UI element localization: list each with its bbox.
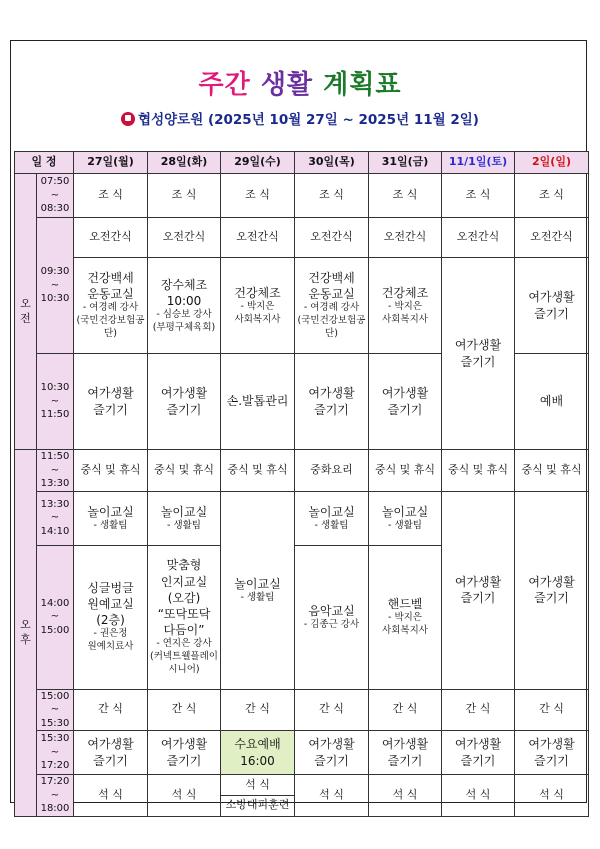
cell-fri-late-am: 여가생활 즐기기 <box>369 354 442 450</box>
time-cell: 13:30 ~ 14:10 <box>37 491 74 545</box>
cell-sat-dinner: 석 식 <box>442 775 515 817</box>
cell-wed-worship: 수요예배 16:00 <box>221 731 295 775</box>
header-row <box>15 152 589 174</box>
cell-sat-pm-leisure: 여가생활 즐기기 <box>442 491 515 689</box>
cell-fri-lunch: 중식 및 휴식 <box>369 450 442 492</box>
cell-thu-pm1 <box>295 491 369 545</box>
program-title: 음악교실 <box>308 603 355 618</box>
program-teacher: - 권은정 원예치료사 <box>87 628 134 653</box>
cell-wed-am-program <box>221 258 295 354</box>
cell-mon-am-program <box>74 258 148 354</box>
cell-wed-lunch: 중식 및 휴식 <box>221 450 295 492</box>
cell-thu-pm-snack: 간 식 <box>295 689 369 731</box>
program-teacher: - 생활팀 <box>167 519 201 531</box>
cell-fri-am-snack: 오전간식 <box>369 218 442 258</box>
cell-fri-evening: 여가생활 즐기기 <box>369 731 442 775</box>
org-logo-icon <box>121 112 135 126</box>
program-teacher: - 박지은 사회복지사 <box>382 300 428 325</box>
cell-wed-pm-snack: 간 식 <box>221 689 295 731</box>
program-teacher: - 연지은 강사 (커넥트웰플레이 시니어) <box>150 638 218 675</box>
title-word-1: 주간 <box>198 70 251 100</box>
cell-mon-pm2 <box>74 545 148 689</box>
period-am: 오 전 <box>15 174 37 450</box>
cell-thu-dinner: 석 식 <box>295 775 369 817</box>
time-cell: 10:30 ~ 11:50 <box>37 354 74 450</box>
cell-thu-evening: 여가생활 즐기기 <box>295 731 369 775</box>
day-header-mon: 27일(월) <box>74 152 148 174</box>
cell-fri-pm-snack: 간 식 <box>369 689 442 731</box>
time-cell: 15:30 ~ 17:20 <box>37 731 74 775</box>
cell-sat-am-snack: 오전간식 <box>442 218 515 258</box>
program-teacher: - 박지은 사회복지사 <box>382 612 428 637</box>
cell-mon-dinner: 석 식 <box>74 775 148 817</box>
time-cell: 14:00 ~ 15:00 <box>37 545 74 689</box>
title-word-2: 생활 <box>260 70 314 100</box>
program-org: (국민건강보험공단) <box>76 315 145 340</box>
cell-tue-lunch: 중식 및 휴식 <box>148 450 221 492</box>
cell-mon-pm1 <box>74 491 148 545</box>
cell-tue-breakfast: 조 식 <box>148 174 221 218</box>
day-header-tue: 28일(화) <box>148 152 221 174</box>
time-cell: 17:20 ~ 18:00 <box>37 775 74 817</box>
page-title <box>0 64 600 101</box>
program-title: 건강체조 <box>234 285 281 300</box>
cell-tue-evening: 여가생활 즐기기 <box>148 731 221 775</box>
row-evening-leisure <box>15 731 589 775</box>
date-header: 일 정 <box>15 152 74 174</box>
day-header-fri: 31일(금) <box>369 152 442 174</box>
cell-mon-evening: 여가생활 즐기기 <box>74 731 148 775</box>
program-org: (국민건강보험공단) <box>297 315 366 340</box>
date-range: (2025년 10월 27일 ~ 2025년 11월 2일) <box>207 112 479 128</box>
cell-wed-dinner <box>221 775 295 817</box>
program-teacher: - 김종근 강사 <box>303 618 360 630</box>
program-teacher: - 생활팀 <box>240 591 275 603</box>
program-teacher: - 여경례 강사 <box>303 302 360 314</box>
title-word-3: 계획표 <box>323 70 402 100</box>
cell-wed-breakfast: 조 식 <box>221 174 295 218</box>
cell-fri-breakfast: 조 식 <box>369 174 442 218</box>
cell-sat-pm-snack: 간 식 <box>442 689 515 731</box>
program-teacher: - 심승보 강사 <box>156 308 212 320</box>
row-pm-snack <box>15 689 589 731</box>
cell-wed-late-am: 손.발톱관리 <box>221 354 295 450</box>
program-title: 건강백세 운동교실 <box>87 271 134 302</box>
day-header-wed: 29일(수) <box>221 152 295 174</box>
cell-mon-am-snack: 오전간식 <box>74 218 148 258</box>
cell-thu-breakfast: 조 식 <box>295 174 369 218</box>
program-title: 맞춤형 인지교실 (오감) “또닥또닥 다듬이” <box>157 558 211 638</box>
cell-tue-pm2 <box>148 545 221 689</box>
cell-sun-lunch: 중식 및 휴식 <box>515 450 589 492</box>
program-title: 장수체조 10:00 <box>160 277 208 308</box>
cell-mon-lunch: 중식 및 휴식 <box>74 450 148 492</box>
cell-tue-pm1 <box>148 491 221 545</box>
program-title: 싱글벙글 원예교실 (2층) <box>87 580 134 628</box>
cell-sun-am-leisure: 여가생활 즐기기 <box>515 258 589 354</box>
period-pm: 오 후 <box>15 450 37 817</box>
cell-mon-late-am: 여가생활 즐기기 <box>74 354 148 450</box>
program-title: 놀이교실 <box>308 504 355 519</box>
row-lunch <box>15 450 589 492</box>
cell-sun-am-snack: 오전간식 <box>515 218 589 258</box>
cell-wed-pm <box>221 491 295 689</box>
time-cell: 15:00 ~ 15:30 <box>37 689 74 731</box>
program-org: (부평구체육회) <box>152 321 216 333</box>
cell-sun-dinner: 석 식 <box>515 775 589 817</box>
cell-thu-am-program <box>295 258 369 354</box>
program-title: 건강백세 운동교실 <box>308 271 355 302</box>
row-am-program <box>15 258 589 354</box>
day-header-sat: 11/1일(토) <box>442 152 515 174</box>
program-title: 놀이교실 <box>381 504 429 519</box>
cell-tue-dinner: 석 식 <box>148 775 221 817</box>
cell-thu-late-am: 여가생활 즐기기 <box>295 354 369 450</box>
time-cell: 11:50 ~ 13:30 <box>37 450 74 492</box>
time-cell: 07:50 ~ 08:30 <box>37 174 74 218</box>
cell-fri-pm2 <box>369 545 442 689</box>
cell-thu-am-snack: 오전간식 <box>295 218 369 258</box>
cell-sun-breakfast: 조 식 <box>515 174 589 218</box>
cell-thu-pm2 <box>295 545 369 689</box>
row-pm1 <box>15 491 589 545</box>
schedule-table <box>14 151 589 817</box>
cell-sun-worship: 예배 <box>515 354 589 450</box>
cell-mon-breakfast: 조 식 <box>74 174 148 218</box>
cell-sat-evening: 여가생활 즐기기 <box>442 731 515 775</box>
cell-tue-late-am: 여가생활 즐기기 <box>148 354 221 450</box>
cell-tue-pm-snack: 간 식 <box>148 689 221 731</box>
cell-sun-pm-leisure: 여가생활 즐기기 <box>515 491 589 689</box>
row-dinner <box>15 775 589 817</box>
program-title: 놀이교실 <box>234 576 281 591</box>
subtitle <box>0 108 600 128</box>
cell-fri-dinner: 석 식 <box>369 775 442 817</box>
time-cell: 09:30 ~ 10:30 <box>37 218 74 354</box>
program-teacher: - 생활팀 <box>314 519 349 531</box>
row-am-snack <box>15 218 589 258</box>
row-breakfast <box>15 174 589 218</box>
fire-drill-label: 소방대피훈련 <box>220 795 295 813</box>
cell-fri-pm1 <box>369 491 442 545</box>
program-title: 핸드벨 <box>387 597 423 612</box>
program-title: 놀이교실 <box>160 504 208 519</box>
cell-sun-pm-snack: 간 식 <box>515 689 589 731</box>
dinner-label: 석 식 <box>245 778 270 792</box>
program-teacher: - 생활팀 <box>388 519 422 531</box>
cell-fri-am-program <box>369 258 442 354</box>
cell-mon-pm-snack: 간 식 <box>74 689 148 731</box>
cell-wed-am-snack: 오전간식 <box>221 218 295 258</box>
cell-tue-am-snack: 오전간식 <box>148 218 221 258</box>
cell-sun-evening: 여가생활 즐기기 <box>515 731 589 775</box>
cell-tue-am-program <box>148 258 221 354</box>
org-name: 협성양로원 <box>138 112 204 128</box>
cell-thu-lunch: 중화요리 <box>295 450 369 492</box>
day-header-sun: 2일(일) <box>515 152 589 174</box>
cell-sat-lunch: 중식 및 휴식 <box>442 450 515 492</box>
cell-sat-breakfast: 조 식 <box>442 174 515 218</box>
program-title: 건강체조 <box>381 285 429 300</box>
program-teacher: - 박지은 사회복지사 <box>234 300 281 325</box>
program-teacher: - 생활팀 <box>93 519 128 531</box>
program-teacher: - 여경례 강사 <box>82 302 139 314</box>
day-header-thu: 30일(목) <box>295 152 369 174</box>
cell-sat-am-leisure: 여가생활 즐기기 <box>442 258 515 450</box>
program-title: 놀이교실 <box>87 504 134 519</box>
